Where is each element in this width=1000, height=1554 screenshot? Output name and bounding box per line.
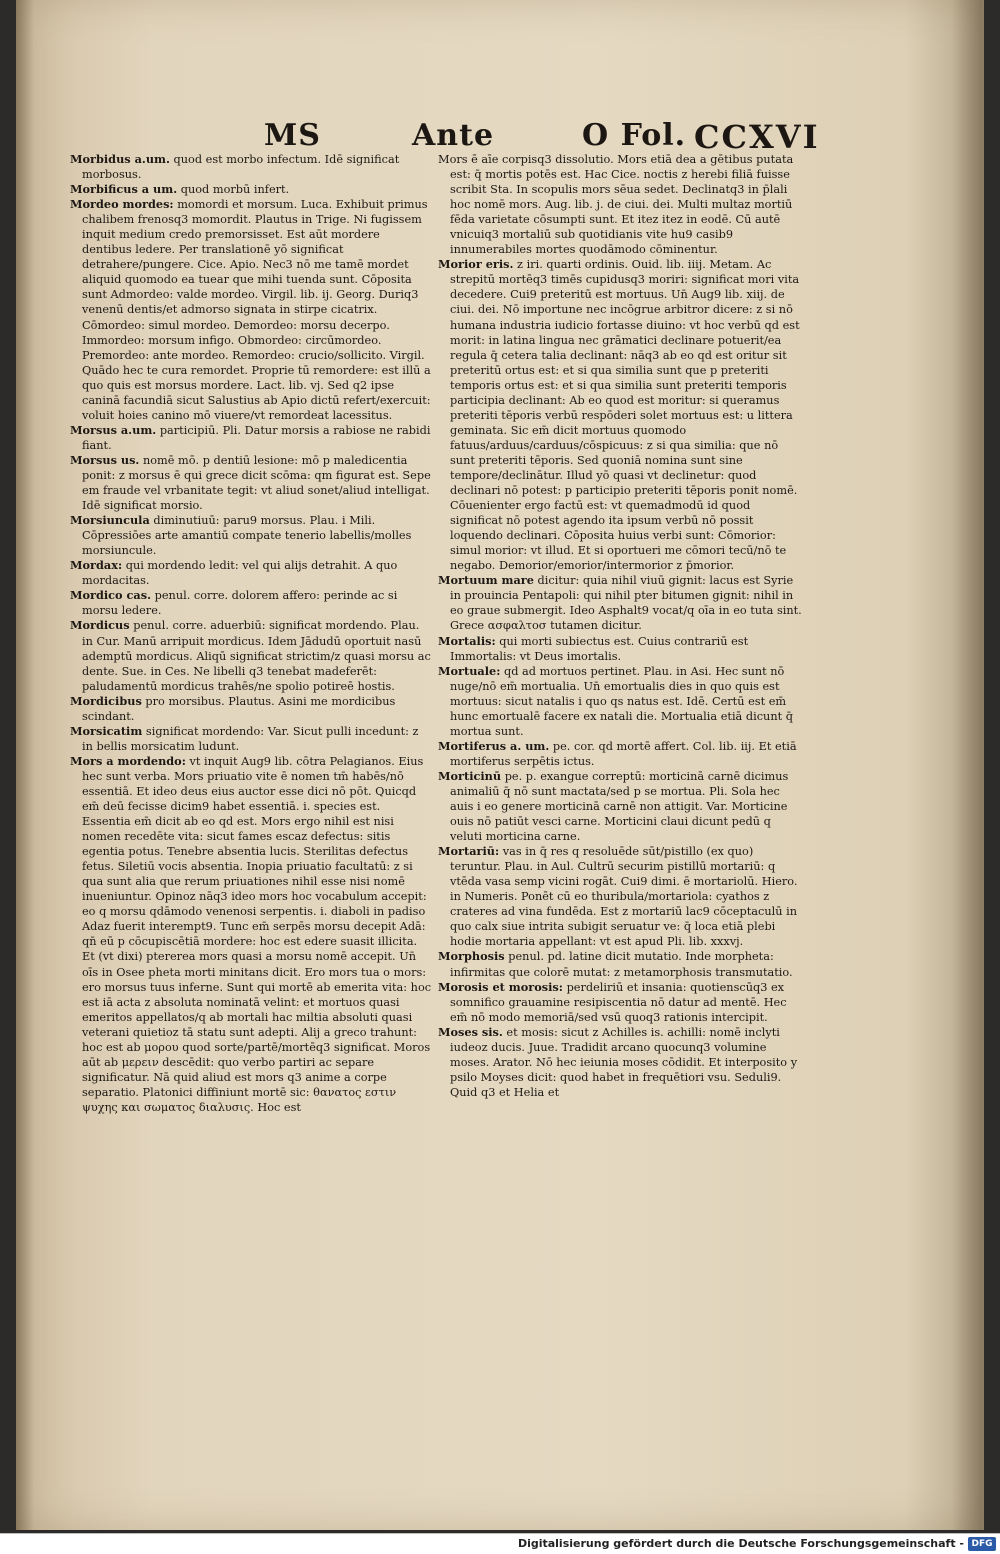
entry-headword: Mortariū: bbox=[438, 844, 500, 859]
dictionary-entry bbox=[70, 694, 432, 724]
entry-text: diminutiuū: paru9 morsus. Plau. i Mili. Cōpressiōes arte amantiū compate tenerio labellis/molles morsiuncule. bbox=[82, 514, 412, 558]
entry-headword: Morsus us. bbox=[70, 452, 140, 467]
entry-headword: Morsiuncula bbox=[70, 513, 150, 528]
dictionary-entry bbox=[438, 949, 804, 979]
footer-credit: Digitalisierung gefördert durch die Deutsche Forschungsgemeinschaft - bbox=[517, 1537, 964, 1550]
left-text-column bbox=[70, 152, 432, 1114]
entry-text: penul. corre. dolorem affero: perinde ac si morsu ledere. bbox=[82, 589, 398, 618]
folio-number: CCXVI bbox=[694, 118, 820, 156]
entry-headword: Mortiferus a. um. bbox=[438, 738, 550, 753]
entry-headword: Morticinū bbox=[438, 768, 502, 783]
entry-headword: Mortalis: bbox=[438, 633, 496, 648]
entry-headword: Morbidus a.um. bbox=[70, 152, 170, 166]
entry-headword: Mordico cas. bbox=[70, 588, 152, 603]
footer-bar bbox=[0, 1533, 1000, 1554]
entry-text: pro morsibus. Plautus. Asini me mordicibus scindant. bbox=[82, 694, 396, 723]
dictionary-entry bbox=[70, 588, 432, 618]
dfg-logo: DFG bbox=[968, 1537, 996, 1551]
dictionary-entry bbox=[70, 754, 432, 1115]
entry-text: momordi et morsum. Luca. Exhibuit primus chalibem frenosq3 momordit. Plautus in Trige. Ni fugissem inquit medium credo premorsisset. Est aūt mordere dentibus ledere. Per translationē yō significat detrahere/pungere. Cice. Apio. Nec3 nō me tamē mordet aliquid quomodo ea tuear que mihi tuenda sunt. Cōposita sunt Admordeo: valde mordeo. Virgil. lib. ij. Georg. Duriq3 venenū dentis/et admorso signata in stirpe cicatrix. Cōmordeo: simul mordeo. Demordeo: morsu decerpo. Immordeo: morsum infigo. Obmordeo: circūmordeo. Premordeo: ante mordeo. Remordeo: crucio/sollicito. Virgil. Quādo hec te cura remordet. Proprie tū remordere: est illū a quo quis est morsus mordere. Lact. lib. vj. Sed q2 ipse caninā facundiā sicut Salustius ab Apio dictū refert/exercuit: voluit hoies canino mō viuere/vt remordeat lacessitus. bbox=[82, 198, 431, 422]
page-edge-shadow bbox=[952, 0, 982, 1530]
entry-text: significat mordendo: Var. Sicut pulli incedunt: z in bellis morsicatim ludunt. bbox=[82, 724, 419, 753]
running-head-fol: O Fol. bbox=[582, 118, 687, 153]
entry-headword: Mordicus bbox=[70, 618, 130, 633]
dictionary-entry bbox=[438, 1025, 804, 1100]
entry-text: qui mordendo ledit: vel qui alijs detrahit. A quo mordacitas. bbox=[82, 559, 398, 588]
dictionary-entry bbox=[70, 423, 432, 453]
entry-headword: Morphosis bbox=[438, 949, 505, 964]
entry-headword: Morosis et morosis: bbox=[438, 979, 563, 994]
entry-text: qui morti subiectus est. Cuius contrariū est Immortalis: vt Deus imortalis. bbox=[450, 634, 749, 663]
entry-text: quod est morbo infectum. Idē significat morbosus. bbox=[82, 153, 400, 182]
entry-headword: Mordicibus bbox=[70, 693, 142, 708]
dictionary-entry bbox=[438, 980, 804, 1025]
entry-headword: Mors a mordendo: bbox=[70, 753, 186, 768]
entry-text: et mosis: sicut z Achilles is. achilli: nomē inclyti iudeoz ducis. Juue. Tradidit arcano quocunq3 volumine moses. Arator. Nō hec ieiunia moses cōdidit. Et interposito y psilo Moyses dicit: quod habet in frequētiori vsu. Seduli9. Quid q3 et Helia et bbox=[450, 1025, 798, 1099]
dictionary-entry bbox=[70, 197, 432, 423]
entry-text: nomē mō. p dentiū lesione: mō p maledicentia ponit: z morsus ē qui grece dicit scōma: qm figurat est. Sepe em fraude vel vrbanitate tegit: vt aliud sonet/aliud intelligat. Idē significat morsio. bbox=[82, 453, 431, 513]
dictionary-entry bbox=[70, 513, 432, 558]
entry-text: vas in q̄ res q resoluēde sūt/pistillo (ex quo) teruntur. Plau. in Aul. Cultrū securim pistillū mortariū: q vtēda vasa semp vicini rogāt. Cui9 dimi. ē mortariolū. Hiero. in Numeris. Ponēt cū eo thuribula/mortariola: cyathos z crateres ad vina fundēda. Est z mortariū lac9 cōceptaculū in quo calx siue intrita subigit seruatur ve: q̄ loca etiā plebi hodie mortaria appellant: vt est apud Pli. lib. xxxvj. bbox=[450, 845, 798, 949]
entry-headword: Mortuale: bbox=[438, 663, 501, 678]
entry-headword: Mordeo mordes: bbox=[70, 197, 174, 212]
dictionary-entry bbox=[438, 257, 804, 573]
dictionary-entry bbox=[70, 152, 432, 182]
entry-headword: Morbificus a um. bbox=[70, 182, 178, 197]
entry-headword: Mordax: bbox=[70, 558, 123, 573]
dictionary-entry bbox=[70, 453, 432, 513]
dictionary-entry bbox=[438, 573, 804, 633]
book-page bbox=[16, 0, 984, 1530]
right-text-column bbox=[438, 152, 804, 1099]
entry-text: participiū. Pli. Datur morsis a rabiose ne rabidi fiant. bbox=[82, 423, 431, 452]
entry-text: quod morbū infert. bbox=[180, 183, 290, 197]
running-head-letters: MS bbox=[264, 118, 321, 153]
dictionary-entry bbox=[438, 152, 804, 257]
dictionary-entry bbox=[438, 844, 804, 949]
entry-text: penul. corre. aduerbiū: significat mordendo. Plau. in Cur. Manū arripuit mordicus. Idem Jādudū oportuit nasū ademptū mordicus. Aliqū significat strictim/z quasi morsu ac dente. Sue. in Ces. Ne libelli q3 tenebat madeferēt: paludamentū mordicus trahēs/ne spolio potireē hostis. bbox=[82, 619, 431, 693]
dictionary-entry bbox=[438, 769, 804, 844]
dictionary-entry bbox=[70, 182, 432, 197]
entry-text: qd ad mortuos pertinet. Plau. in Asi. Hec sunt nō nuge/nō em̄ mortualia. Un̄ emortualis dies in quo quis est mortuus: sicut natalis i quo qs natus est. Idē. Certū est em̄ hunc emortualē facere ex natali die. Mortualia etiā dicunt q̄ mortua sunt. bbox=[450, 664, 793, 738]
entry-text: Mors ē aīe corpisq3 dissolutio. Mors etiā dea a gētibus putata est: q̄ mortis potēs est. Hac Cice. noctis z herebi filiā fuisse scribit Sta. In scopulis mors sēua sedet. Declinatq3 in p̄lali hoc nomē mors. Aug. lib. j. de ciui. dei. Multi multaz mortiū fēda varietate cōsumpti sunt. Et itez itez in eodē. Cū autē vnicuiq3 mortaliū sub quotidianis vite hu9 casib9 innumerabiles mortes quodāmodo cōminentur. bbox=[438, 153, 794, 257]
entry-text: perdeliriū et insania: quotienscūq3 ex somnifico grauamine resipiscentia nō datur ad mentē. Hec em̄ nō modo memoriā/sed vsū quoq3 rationis intercipit. bbox=[450, 980, 787, 1024]
dictionary-entry bbox=[70, 724, 432, 754]
entry-headword: Morsicatim bbox=[70, 723, 143, 738]
dictionary-entry bbox=[70, 618, 432, 693]
running-head-word: Ante bbox=[412, 118, 495, 153]
dictionary-entry bbox=[438, 634, 804, 664]
entry-headword: Moses sis. bbox=[438, 1024, 503, 1039]
entry-text: pe. p. exangue correptū: morticinā carnē dicimus animaliū q̄ nō sunt mactata/sed p se mortua. Pli. Sola hec auis i eo genere morticinā carnē non attigit. Var. Morticine ouis nō patiūt vesci carne. Morticini claui dicunt pedū q veluti morticina carne. bbox=[450, 769, 789, 844]
entry-text: pe. cor. qd mortē affert. Col. lib. iij. Et etiā mortiferus serpētis ictus. bbox=[450, 739, 797, 768]
entry-headword: Mortuum mare bbox=[438, 573, 534, 588]
dictionary-entry bbox=[70, 558, 432, 588]
dictionary-entry bbox=[438, 739, 804, 769]
entry-text: dicitur: quia nihil viuū gignit: lacus est Syrie in prouincia Pentapoli: qui nihil pter bitumen gignit: nihil in eo graue submergit. Ideo Asphalt9 vocat/q oīa in eo tuta sint. Grece ασφαλτοσ tutamen dicitur. bbox=[450, 574, 802, 633]
entry-headword: Morsus a.um. bbox=[70, 422, 157, 437]
dictionary-entry bbox=[438, 664, 804, 739]
page-spine-shadow bbox=[16, 0, 34, 1530]
entry-text: vt inquit Aug9 lib. cōtra Pelagianos. Eius hec sunt verba. Mors priuatio vite ē nomen tm̄ habēs/nō essentiā. Et ideo deus eius auctor esse dici nō pōt. Quicqd em̄ deū fecisse dicim9 habet essentiā. i. species est. Essentia em̄ dicit ab eo qd est. Mors ergo nihil est nisi nomen recedēte vita: sicut fames escaz defectus: sitis egentia potus. Tenebre absentia lucis. Sterilitas defectus fetus. Siletiū vocis absentia. Inopia priuatio facultatū: z si qua sunt alia que rerum priuationes nihil esse nisi nomē inueniuntur. Opinoz nāq3 ideo mors hoc vocabulum accepit: eo q morsu qdāmodo venenosi serpentis. i. diaboli in padiso Adaz fuerit interempt9. Tunc em̄ serpēs morsu decepit Adā: qn̄ eū p cōcupiscētiā mordere: hoc est edere suasit illicita. Et (vt dixi) ptererea mors quasi a morsu nomē accepit. Un̄ oīs in Osee pheta morti minitans dicit. Ero mors tua o mors: ero morsus tuus inferne. Sunt qui mortē ab emerita vita: hoc est iā acta z absoluta nominatā velint: et mortuos quasi emeritos appellatos/q ab mortali hac miltia absoluti quasi veterani quietioz tā statu sunt adepti. Alij a greco trahunt: hoc est ab μορου quod sorte/partē/mortēq3 significat. Moros aūt ab μερειν descēdit: quo verbo partiri ac separe significatur. Nā quid aliud est mors q3 anime a corpe separatio. Platonici diffiniunt mortē sic: θανατος εστιν ψυχης και σωματος διαλυσις. Hoc est bbox=[82, 754, 432, 1114]
entry-text: penul. pd. latine dicit mutatio. Inde morpheta: infirmitas que colorē mutat: z metamorphosis transmutatio. bbox=[450, 950, 793, 979]
entry-text: z iri. quarti ordinis. Ouid. lib. iiij. Metam. Ac strepitū mortēq3 timēs cupidusq3 moriri: significat mori vita decedere. Cui9 preteritū est mortuus. Un̄ Aug9 lib. xiij. de ciui. dei. Nō importune nec incōgrue arbitror dicere: z si nō humana industria iudicio fortasse diuino: vt hoc verbū qd est morit: in latina lingua nec grāmatici declinare potuerit/ea regula q̄ cetera talia declinant: nāq3 ab eo qd est oritur sit preteritū ortus est: et si qua similia sunt que p preteriti temporis ortus est: et si qua similia sunt preteriti temporis participia declinant: Ab eo quod est moritur: si queramus preteriti tēporis verbū respōderi solet mortuus est: u littera geminata. Sic em̄ dicit mortuus quomodo fatuus/arduus/carduus/cōspicuus: z si qua similia: que nō sunt preteriti tēporis. Sed quoniā nomina sunt sine tempore/declinātur. Illud yō quasi vt declinetur: quod declinari nō potest: p participio preteriti tēporis ponit nomē. Cōuenienter ergo factū est: vt quemadmodū id quod significat nō potest agendo ita ipsum verbū nō possit loquendo declinari. Cōposita huius verbi sunt: Cōmorior: simul morior: vt illud. Et si oportueri me cōmori tecū/nō te negabo. Demorior/emorior/intermorior z p̄morior. bbox=[450, 258, 800, 573]
entry-headword: Morior eris. bbox=[438, 257, 514, 272]
